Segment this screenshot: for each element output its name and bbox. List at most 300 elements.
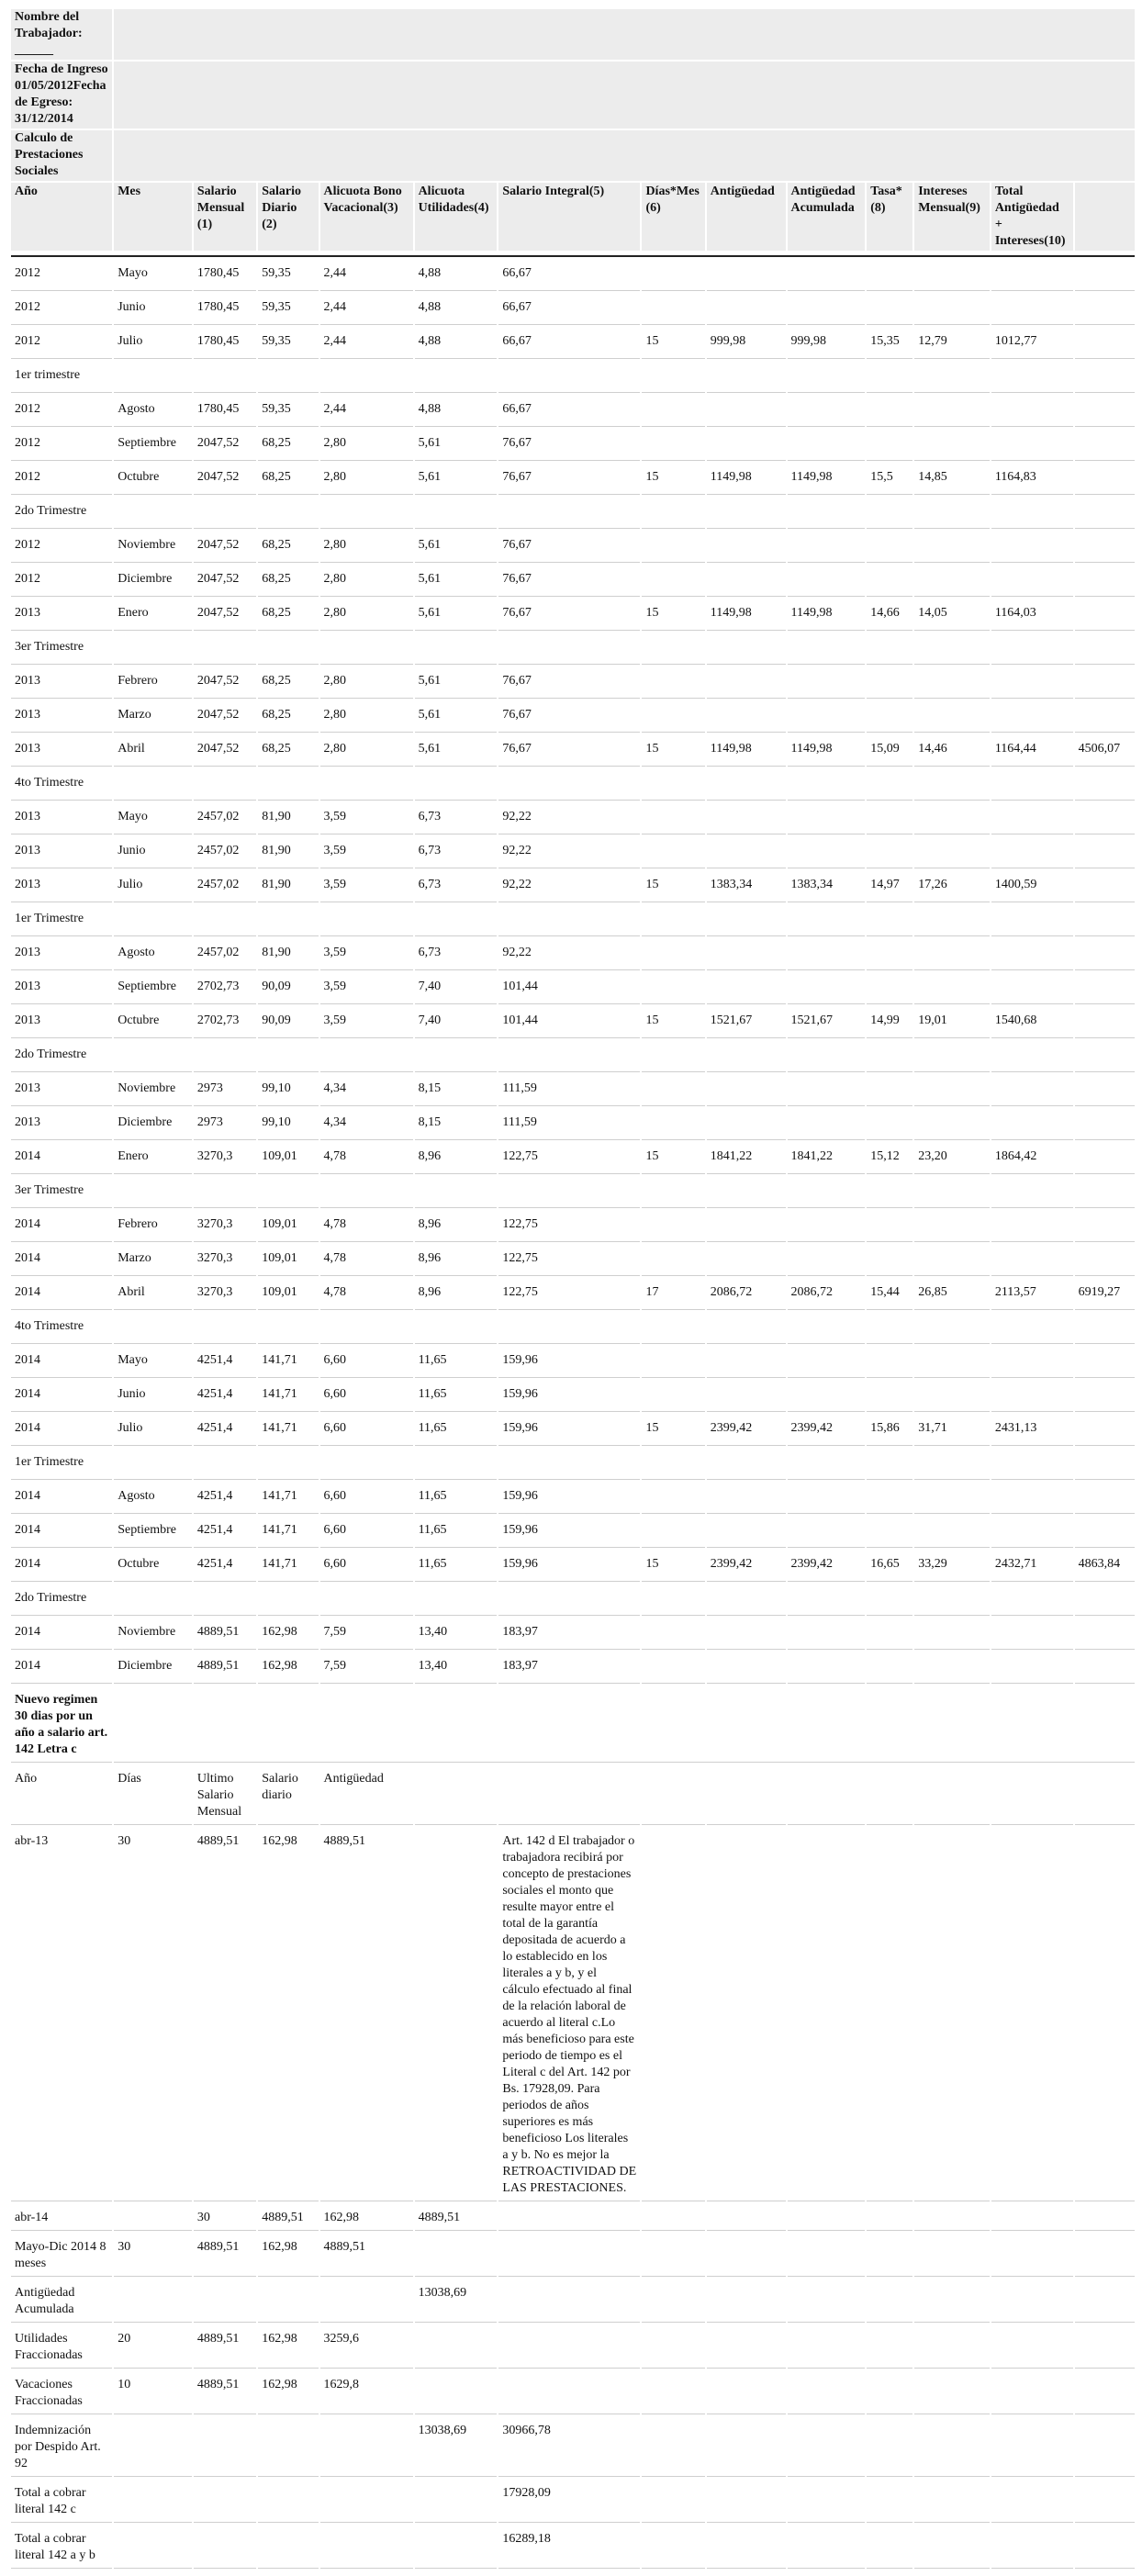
table-cell	[1075, 497, 1135, 529]
table-cell	[707, 802, 786, 834]
table-cell	[867, 1210, 912, 1242]
table-cell: 68,25	[258, 599, 318, 631]
table-cell	[258, 633, 318, 665]
table-cell	[914, 1244, 990, 1276]
section-cell: Indemnización por Despido Art. 92	[11, 2416, 112, 2477]
table-cell: 4,78	[320, 1278, 413, 1310]
table-cell	[788, 802, 866, 834]
table-row	[11, 700, 1135, 733]
table-cell: 5,61	[415, 599, 498, 631]
table-cell: Junio	[114, 293, 192, 325]
table-cell	[867, 836, 912, 868]
table-cell: 101,44	[498, 1006, 640, 1038]
section-cell	[114, 2479, 192, 2523]
table-cell	[642, 1380, 704, 1412]
table-cell: 141,71	[258, 1516, 318, 1548]
table-cell	[914, 1210, 990, 1242]
table-cell	[788, 972, 866, 1004]
table-cell	[1075, 1108, 1135, 1140]
table-cell: 4889,51	[194, 1618, 256, 1650]
table-row	[11, 293, 1135, 325]
table-cell	[642, 904, 704, 936]
table-cell	[194, 1040, 256, 1072]
table-cell: Mayo	[114, 1346, 192, 1378]
table-cell: Diciembre	[114, 1652, 192, 1684]
table-row	[11, 938, 1135, 970]
section-cell	[867, 2370, 912, 2414]
table-cell: 2013	[11, 1006, 112, 1038]
table-cell	[1075, 1618, 1135, 1650]
section-cell: 30	[114, 2233, 192, 2277]
table-cell	[914, 1040, 990, 1072]
table-cell	[788, 1108, 866, 1140]
section-cell	[867, 2203, 912, 2231]
table-cell: 15	[642, 327, 704, 359]
table-cell	[914, 565, 990, 597]
table-cell	[991, 531, 1073, 563]
table-cell	[991, 1380, 1073, 1412]
table-cell	[788, 531, 866, 563]
section-cell	[788, 2203, 866, 2231]
section-cell	[707, 2233, 786, 2277]
table-cell: 4251,4	[194, 1516, 256, 1548]
column-header: Alicuota Bono Vacacional(3)	[320, 183, 413, 251]
section-cell	[1075, 2370, 1135, 2414]
column-header: Tasa* (8)	[867, 183, 912, 251]
table-cell: 1149,98	[707, 599, 786, 631]
table-cell	[642, 361, 704, 393]
table-cell	[914, 395, 990, 427]
table-cell: 122,75	[498, 1278, 640, 1310]
table-cell: 3,59	[320, 1006, 413, 1038]
table-cell: 8,96	[415, 1278, 498, 1310]
table-cell	[707, 666, 786, 699]
table-cell	[707, 429, 786, 461]
section-cell	[498, 2203, 640, 2231]
table-cell: Octubre	[114, 463, 192, 495]
table-cell: 17	[642, 1278, 704, 1310]
table-cell	[914, 904, 990, 936]
table-cell	[788, 1312, 866, 1344]
column-header: Días*Mes (6)	[642, 183, 704, 251]
table-cell	[867, 633, 912, 665]
section-cell	[914, 1827, 990, 2201]
table-cell	[642, 259, 704, 291]
section-cell	[914, 2479, 990, 2523]
section-column-header	[914, 1764, 990, 1825]
table-cell	[991, 259, 1073, 291]
table-cell	[1075, 700, 1135, 733]
table-cell: 2086,72	[788, 1278, 866, 1310]
table-cell	[258, 904, 318, 936]
section-column-header: Días	[114, 1764, 192, 1825]
table-cell	[788, 1618, 866, 1650]
table-cell: 23,20	[914, 1142, 990, 1174]
section-cell	[1075, 2479, 1135, 2523]
section-row	[11, 2416, 1135, 2477]
table-cell	[1075, 633, 1135, 665]
table-cell: 5,61	[415, 565, 498, 597]
table-cell	[707, 972, 786, 1004]
table-cell: 2399,42	[788, 1414, 866, 1446]
section-header-row	[11, 1764, 1135, 1825]
table-cell: 59,35	[258, 395, 318, 427]
table-cell	[914, 497, 990, 529]
section-cell	[707, 2525, 786, 2569]
table-cell	[867, 1244, 912, 1276]
table-cell	[415, 497, 498, 529]
table-cell	[1075, 463, 1135, 495]
table-cell	[788, 904, 866, 936]
table-cell: 999,98	[707, 327, 786, 359]
table-cell	[258, 1176, 318, 1208]
section-column-header	[788, 1764, 866, 1825]
dates-label: Fecha de Ingreso 01/05/2012Fecha de Egreso: 31/12/2014	[11, 62, 112, 129]
table-cell: 4,34	[320, 1108, 413, 1140]
table-cell: 1er Trimestre	[11, 904, 112, 936]
table-cell: 2047,52	[194, 599, 256, 631]
table-cell: 76,67	[498, 734, 640, 767]
section-cell	[415, 2525, 498, 2569]
section-cell	[788, 2479, 866, 2523]
table-cell	[1075, 1142, 1135, 1174]
table-cell	[707, 938, 786, 970]
section-column-header: Antigüedad	[320, 1764, 413, 1825]
table-cell	[1075, 531, 1135, 563]
section-title: Nuevo regimen 30 dias por un año a salario art. 142 Letra c	[11, 1686, 112, 1763]
table-cell: 15,35	[867, 327, 912, 359]
table-cell: 2,80	[320, 666, 413, 699]
table-cell	[642, 395, 704, 427]
table-cell: 2do Trimestre	[11, 1584, 112, 1616]
section-row	[11, 2324, 1135, 2369]
table-cell	[867, 1652, 912, 1684]
table-cell	[867, 1040, 912, 1072]
section-cell	[788, 2525, 866, 2569]
table-cell: Enero	[114, 1142, 192, 1174]
table-cell	[320, 904, 413, 936]
table-cell: 4,88	[415, 259, 498, 291]
table-cell	[991, 1244, 1073, 1276]
section-cell	[415, 2324, 498, 2369]
table-cell	[415, 768, 498, 801]
table-row	[11, 1006, 1135, 1038]
table-cell	[867, 259, 912, 291]
table-cell	[991, 904, 1073, 936]
table-cell	[707, 531, 786, 563]
table-cell	[258, 361, 318, 393]
table-cell: 4251,4	[194, 1482, 256, 1514]
section-column-header	[1075, 1764, 1135, 1825]
table-cell: 2047,52	[194, 531, 256, 563]
table-cell: 6919,27	[1075, 1278, 1135, 1310]
section-cell: Total a cobrar literal 142 c	[11, 2479, 112, 2523]
table-cell: 8,96	[415, 1244, 498, 1276]
table-cell: 90,09	[258, 1006, 318, 1038]
table-cell: 159,96	[498, 1414, 640, 1446]
table-cell: 14,99	[867, 1006, 912, 1038]
section-cell	[707, 2203, 786, 2231]
table-cell: 109,01	[258, 1210, 318, 1242]
table-cell: 141,71	[258, 1346, 318, 1378]
section-cell: Antigüedad Acumulada	[11, 2279, 112, 2323]
table-cell: Mayo	[114, 802, 192, 834]
section-cell	[642, 2479, 704, 2523]
section-cell	[788, 2233, 866, 2277]
table-cell: 14,85	[914, 463, 990, 495]
table-cell: 6,60	[320, 1482, 413, 1514]
table-cell: 92,22	[498, 836, 640, 868]
new-regime-section	[11, 1686, 1135, 2569]
table-cell: 2,80	[320, 700, 413, 733]
table-cell	[991, 768, 1073, 801]
table-cell: 141,71	[258, 1482, 318, 1514]
section-cell	[642, 2525, 704, 2569]
table-cell	[114, 768, 192, 801]
table-cell: 3,59	[320, 802, 413, 834]
section-title-row	[11, 1686, 1135, 1763]
section-column-header: Año	[11, 1764, 112, 1825]
table-cell: 1164,83	[991, 463, 1073, 495]
table-cell: 2047,52	[194, 463, 256, 495]
table-cell: 4251,4	[194, 1414, 256, 1446]
column-header: Antigüedad	[707, 183, 786, 251]
section-cell	[914, 2233, 990, 2277]
table-cell	[914, 1584, 990, 1616]
section-cell	[194, 2479, 256, 2523]
table-cell: 4251,4	[194, 1380, 256, 1412]
section-cell: 13038,69	[415, 2416, 498, 2477]
table-cell	[867, 1482, 912, 1514]
table-cell	[707, 1210, 786, 1242]
section-cell: 10	[114, 2370, 192, 2414]
table-cell	[498, 1448, 640, 1480]
table-cell	[914, 1380, 990, 1412]
table-cell	[642, 666, 704, 699]
table-cell: 2012	[11, 429, 112, 461]
table-cell: 4251,4	[194, 1346, 256, 1378]
section-cell	[498, 2233, 640, 2277]
section-row	[11, 2233, 1135, 2277]
table-cell	[114, 1176, 192, 1208]
section-cell	[642, 1827, 704, 2201]
table-cell	[707, 1482, 786, 1514]
table-cell: Abril	[114, 734, 192, 767]
table-row	[11, 327, 1135, 359]
table-cell	[707, 1244, 786, 1276]
table-cell: 1012,77	[991, 327, 1073, 359]
table-row	[11, 1074, 1135, 1106]
table-cell	[991, 1040, 1073, 1072]
table-cell	[1075, 666, 1135, 699]
table-cell: 4,78	[320, 1210, 413, 1242]
table-cell: Marzo	[114, 1244, 192, 1276]
table-row	[11, 904, 1135, 936]
table-cell: 99,10	[258, 1108, 318, 1140]
table-cell: 4,78	[320, 1142, 413, 1174]
table-cell	[1075, 1346, 1135, 1378]
table-cell	[991, 666, 1073, 699]
table-cell: 8,15	[415, 1108, 498, 1140]
section-cell: abr-14	[11, 2203, 112, 2231]
section-cell	[114, 2416, 192, 2477]
table-cell: 2013	[11, 870, 112, 902]
section-cell	[707, 2324, 786, 2369]
table-cell: Enero	[114, 599, 192, 631]
table-cell	[642, 1176, 704, 1208]
section-cell	[415, 1827, 498, 2201]
table-cell: 15,86	[867, 1414, 912, 1446]
table-cell	[1075, 1176, 1135, 1208]
table-cell: 2014	[11, 1346, 112, 1378]
table-cell	[415, 1040, 498, 1072]
table-cell: 2013	[11, 836, 112, 868]
table-cell: 14,66	[867, 599, 912, 631]
table-cell	[415, 1448, 498, 1480]
table-cell	[788, 1516, 866, 1548]
table-cell	[867, 1108, 912, 1140]
table-cell: 92,22	[498, 802, 640, 834]
table-cell: 111,59	[498, 1074, 640, 1106]
table-cell: 59,35	[258, 293, 318, 325]
section-cell	[914, 2370, 990, 2414]
table-cell: 2012	[11, 531, 112, 563]
table-cell	[642, 1516, 704, 1548]
table-cell	[788, 361, 866, 393]
table-cell: 3,59	[320, 870, 413, 902]
table-cell	[642, 1482, 704, 1514]
table-cell: 2,80	[320, 599, 413, 631]
table-cell	[498, 1584, 640, 1616]
table-cell	[991, 1210, 1073, 1242]
table-cell: 3270,3	[194, 1210, 256, 1242]
table-cell	[867, 429, 912, 461]
table-cell	[642, 972, 704, 1004]
table-cell	[642, 1074, 704, 1106]
table-cell: 1383,34	[788, 870, 866, 902]
table-cell	[707, 836, 786, 868]
section-cell: 4889,51	[320, 1827, 413, 2201]
table-cell: Febrero	[114, 666, 192, 699]
table-cell	[991, 1176, 1073, 1208]
table-cell	[867, 1516, 912, 1548]
table-cell	[867, 666, 912, 699]
table-cell	[788, 1040, 866, 1072]
table-cell	[914, 293, 990, 325]
section-cell	[1075, 2203, 1135, 2231]
table-cell: 4,78	[320, 1244, 413, 1276]
section-cell	[788, 1827, 866, 2201]
section-cell	[707, 1827, 786, 2201]
table-cell: 2013	[11, 1108, 112, 1140]
table-cell: 2012	[11, 565, 112, 597]
table-cell	[642, 565, 704, 597]
table-cell: 2012	[11, 395, 112, 427]
table-cell: 122,75	[498, 1244, 640, 1276]
table-cell: 2457,02	[194, 938, 256, 970]
table-cell	[114, 1584, 192, 1616]
section-cell	[867, 1827, 912, 2201]
table-cell	[991, 1618, 1073, 1650]
table-cell	[1075, 1006, 1135, 1038]
table-cell	[991, 1652, 1073, 1684]
table-cell	[1075, 1074, 1135, 1106]
table-cell: 15	[642, 734, 704, 767]
table-row	[11, 666, 1135, 699]
table-cell: 1780,45	[194, 327, 256, 359]
table-cell	[867, 938, 912, 970]
column-header: Total Antigüedad + Intereses(10)	[991, 183, 1073, 251]
table-cell	[914, 1074, 990, 1106]
table-cell: 15	[642, 1550, 704, 1582]
table-cell	[867, 768, 912, 801]
table-cell	[991, 1584, 1073, 1616]
table-cell: 6,73	[415, 802, 498, 834]
table-cell	[867, 1618, 912, 1650]
table-cell	[1075, 1312, 1135, 1344]
section-cell: 4889,51	[194, 2370, 256, 2414]
table-cell	[991, 1516, 1073, 1548]
column-header: Salario Diario (2)	[258, 183, 318, 251]
table-cell	[788, 938, 866, 970]
table-cell	[320, 1448, 413, 1480]
table-cell: 15	[642, 1142, 704, 1174]
table-cell	[788, 1448, 866, 1480]
table-cell: 19,01	[914, 1006, 990, 1038]
table-cell	[867, 293, 912, 325]
table-cell	[642, 836, 704, 868]
table-cell	[991, 836, 1073, 868]
table-cell	[1075, 599, 1135, 631]
table-cell: 1149,98	[788, 599, 866, 631]
section-cell: 4889,51	[320, 2233, 413, 2277]
table-cell: Febrero	[114, 1210, 192, 1242]
table-cell: 2399,42	[707, 1550, 786, 1582]
table-cell	[1075, 1652, 1135, 1684]
table-cell: 76,67	[498, 565, 640, 597]
table-row	[11, 1652, 1135, 1684]
table-cell	[707, 565, 786, 597]
section-cell	[258, 2279, 318, 2323]
table-cell	[788, 395, 866, 427]
table-cell: 2399,42	[707, 1414, 786, 1446]
table-cell	[1075, 972, 1135, 1004]
table-row	[11, 972, 1135, 1004]
prestaciones-table	[9, 7, 1136, 2570]
table-cell: 68,25	[258, 734, 318, 767]
table-cell: 2,44	[320, 327, 413, 359]
table-cell	[642, 802, 704, 834]
section-cell	[867, 2279, 912, 2323]
table-cell: Junio	[114, 836, 192, 868]
table-cell	[991, 293, 1073, 325]
table-cell	[1075, 836, 1135, 868]
section-cell: Utilidades Fraccionadas	[11, 2324, 112, 2369]
table-cell	[914, 666, 990, 699]
table-cell	[1075, 1516, 1135, 1548]
table-cell	[991, 1482, 1073, 1514]
table-cell	[867, 1584, 912, 1616]
header-row-worker	[11, 9, 1135, 60]
table-cell	[114, 1040, 192, 1072]
table-cell: Agosto	[114, 1482, 192, 1514]
table-cell	[867, 972, 912, 1004]
section-cell	[1075, 2279, 1135, 2323]
monthly-rows	[11, 252, 1135, 1684]
table-cell	[991, 429, 1073, 461]
table-cell: 1841,22	[707, 1142, 786, 1174]
section-cell: 17928,09	[498, 2479, 640, 2523]
